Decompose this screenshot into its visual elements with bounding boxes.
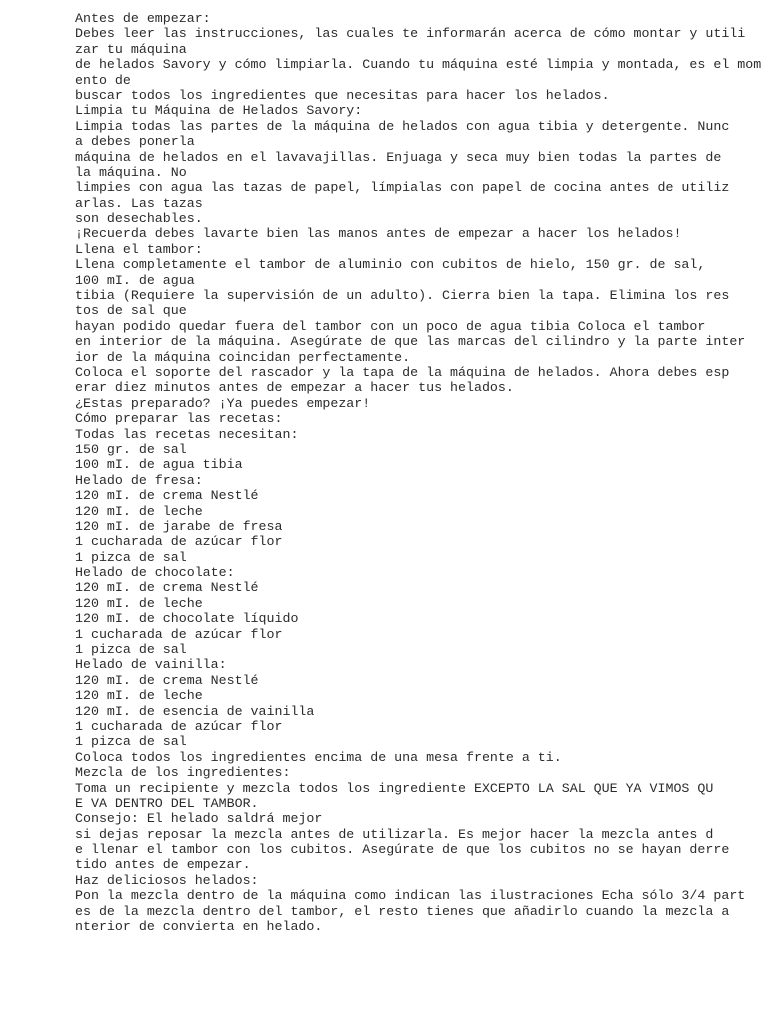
text-line: ento de <box>75 72 131 88</box>
text-line: tos de sal que <box>75 303 187 319</box>
text-line: si dejas reposar la mezcla antes de utilizarla. Es mejor hacer la mezcla antes d <box>75 826 714 842</box>
text-line: e llenar el tambor con los cubitos. Asegúrate de que los cubitos no se hayan derre <box>75 842 730 858</box>
text-line: limpies con agua las tazas de papel, límpialas con papel de cocina antes de utiliz <box>75 180 730 196</box>
text-line: 120 mI. de crema Nestlé <box>75 488 259 504</box>
text-line: ¡Recuerda debes lavarte bien las manos antes de empezar a hacer los helados! <box>75 226 682 242</box>
text-line: Limpia todas las partes de la máquina de helados con agua tibia y detergente. Nunc <box>75 118 730 134</box>
text-line: 120 mI. de esencia de vainilla <box>75 703 315 719</box>
text-line: a debes ponerla <box>75 134 195 150</box>
text-line: Consejo: El helado saldrá mejor <box>75 811 323 827</box>
text-line: Cómo preparar las recetas: <box>75 411 283 427</box>
text-line: 120 mI. de crema Nestlé <box>75 580 259 596</box>
text-line: tido antes de empezar. <box>75 857 251 873</box>
text-line: 120 mI. de leche <box>75 595 203 611</box>
text-line: 1 pizca de sal <box>75 734 187 750</box>
document-body <box>75 11 762 935</box>
text-line: Llena el tambor: <box>75 241 203 257</box>
text-line: la máquina. No <box>75 164 187 180</box>
text-line: Mezcla de los ingredientes: <box>75 765 291 781</box>
text-line: ior de la máquina coincidan perfectamente. <box>75 349 411 365</box>
text-line: Toma un recipiente y mezcla todos los ingrediente EXCEPTO LA SAL QUE YA VIMOS QU <box>75 780 714 796</box>
text-line: 120 mI. de chocolate líquido <box>75 611 299 627</box>
text-line: Coloca el soporte del rascador y la tapa de la máquina de helados. Ahora debes esp <box>75 364 730 380</box>
text-line: Todas las recetas necesitan: <box>75 426 299 442</box>
text-line: tibia (Requiere la supervisión de un adulto). Cierra bien la tapa. Elimina los res <box>75 288 730 304</box>
text-line: Helado de vainilla: <box>75 657 227 673</box>
text-line: Antes de empezar: <box>75 11 211 26</box>
text-line: hayan podido quedar fuera del tambor con un poco de agua tibia Coloca el tambor <box>75 318 706 334</box>
text-line: Debes leer las instrucciones, las cuales te informarán acerca de cómo montar y utili <box>75 26 746 42</box>
text-line: Helado de fresa: <box>75 472 203 488</box>
text-line: Haz deliciosos helados: <box>75 872 259 888</box>
text-line: buscar todos los ingredientes que necesitas para hacer los helados. <box>75 87 610 103</box>
text-line: E VA DENTRO DEL TAMBOR. <box>75 795 259 811</box>
text-line: ¿Estas preparado? ¡Ya puedes empezar! <box>75 395 371 411</box>
text-line: Limpia tu Máquina de Helados Savory: <box>75 103 363 119</box>
text-line: Coloca todos los ingredientes encima de una mesa frente a ti. <box>75 749 562 765</box>
text-line: 120 mI. de leche <box>75 503 203 519</box>
text-line: erar diez minutos antes de empezar a hacer tus helados. <box>75 380 514 396</box>
text-line: Llena completamente el tambor de aluminio con cubitos de hielo, 150 gr. de sal, <box>75 257 706 273</box>
text-line: 120 mI. de leche <box>75 688 203 704</box>
text-line: 1 cucharada de azúcar flor <box>75 534 283 550</box>
text-line: zar tu máquina <box>75 41 187 57</box>
text-line: es de la mezcla dentro del tambor, el resto tienes que añadirlo cuando la mezcla a <box>75 903 730 919</box>
text-line: 100 mI. de agua <box>75 272 195 288</box>
text-line: en interior de la máquina. Asegúrate de que las marcas del cilindro y la parte inter <box>75 334 746 350</box>
text-line: máquina de helados en el lavavajillas. Enjuaga y seca muy bien todas la partes de <box>75 149 722 165</box>
text-line: 1 cucharada de azúcar flor <box>75 626 283 642</box>
text-line: nterior de convierta en helado. <box>75 919 323 935</box>
text-line: son desechables. <box>75 211 203 227</box>
text-line: 1 pizca de sal <box>75 549 187 565</box>
text-line: 120 mI. de crema Nestlé <box>75 672 259 688</box>
text-line: 120 mI. de jarabe de fresa <box>75 518 283 534</box>
text-line: Pon la mezcla dentro de la máquina como indican las ilustraciones Echa sólo 3/4 part <box>75 888 746 904</box>
text-line: 1 cucharada de azúcar flor <box>75 718 283 734</box>
text-line: arlas. Las tazas <box>75 195 203 211</box>
text-line: 100 mI. de agua tibia <box>75 457 243 473</box>
text-line: de helados Savory y cómo limpiarla. Cuando tu máquina esté limpia y montada, es el mom <box>75 57 762 73</box>
text-line: 1 pizca de sal <box>75 642 187 658</box>
text-line: 150 gr. de sal <box>75 441 187 457</box>
text-line: Helado de chocolate: <box>75 565 235 581</box>
